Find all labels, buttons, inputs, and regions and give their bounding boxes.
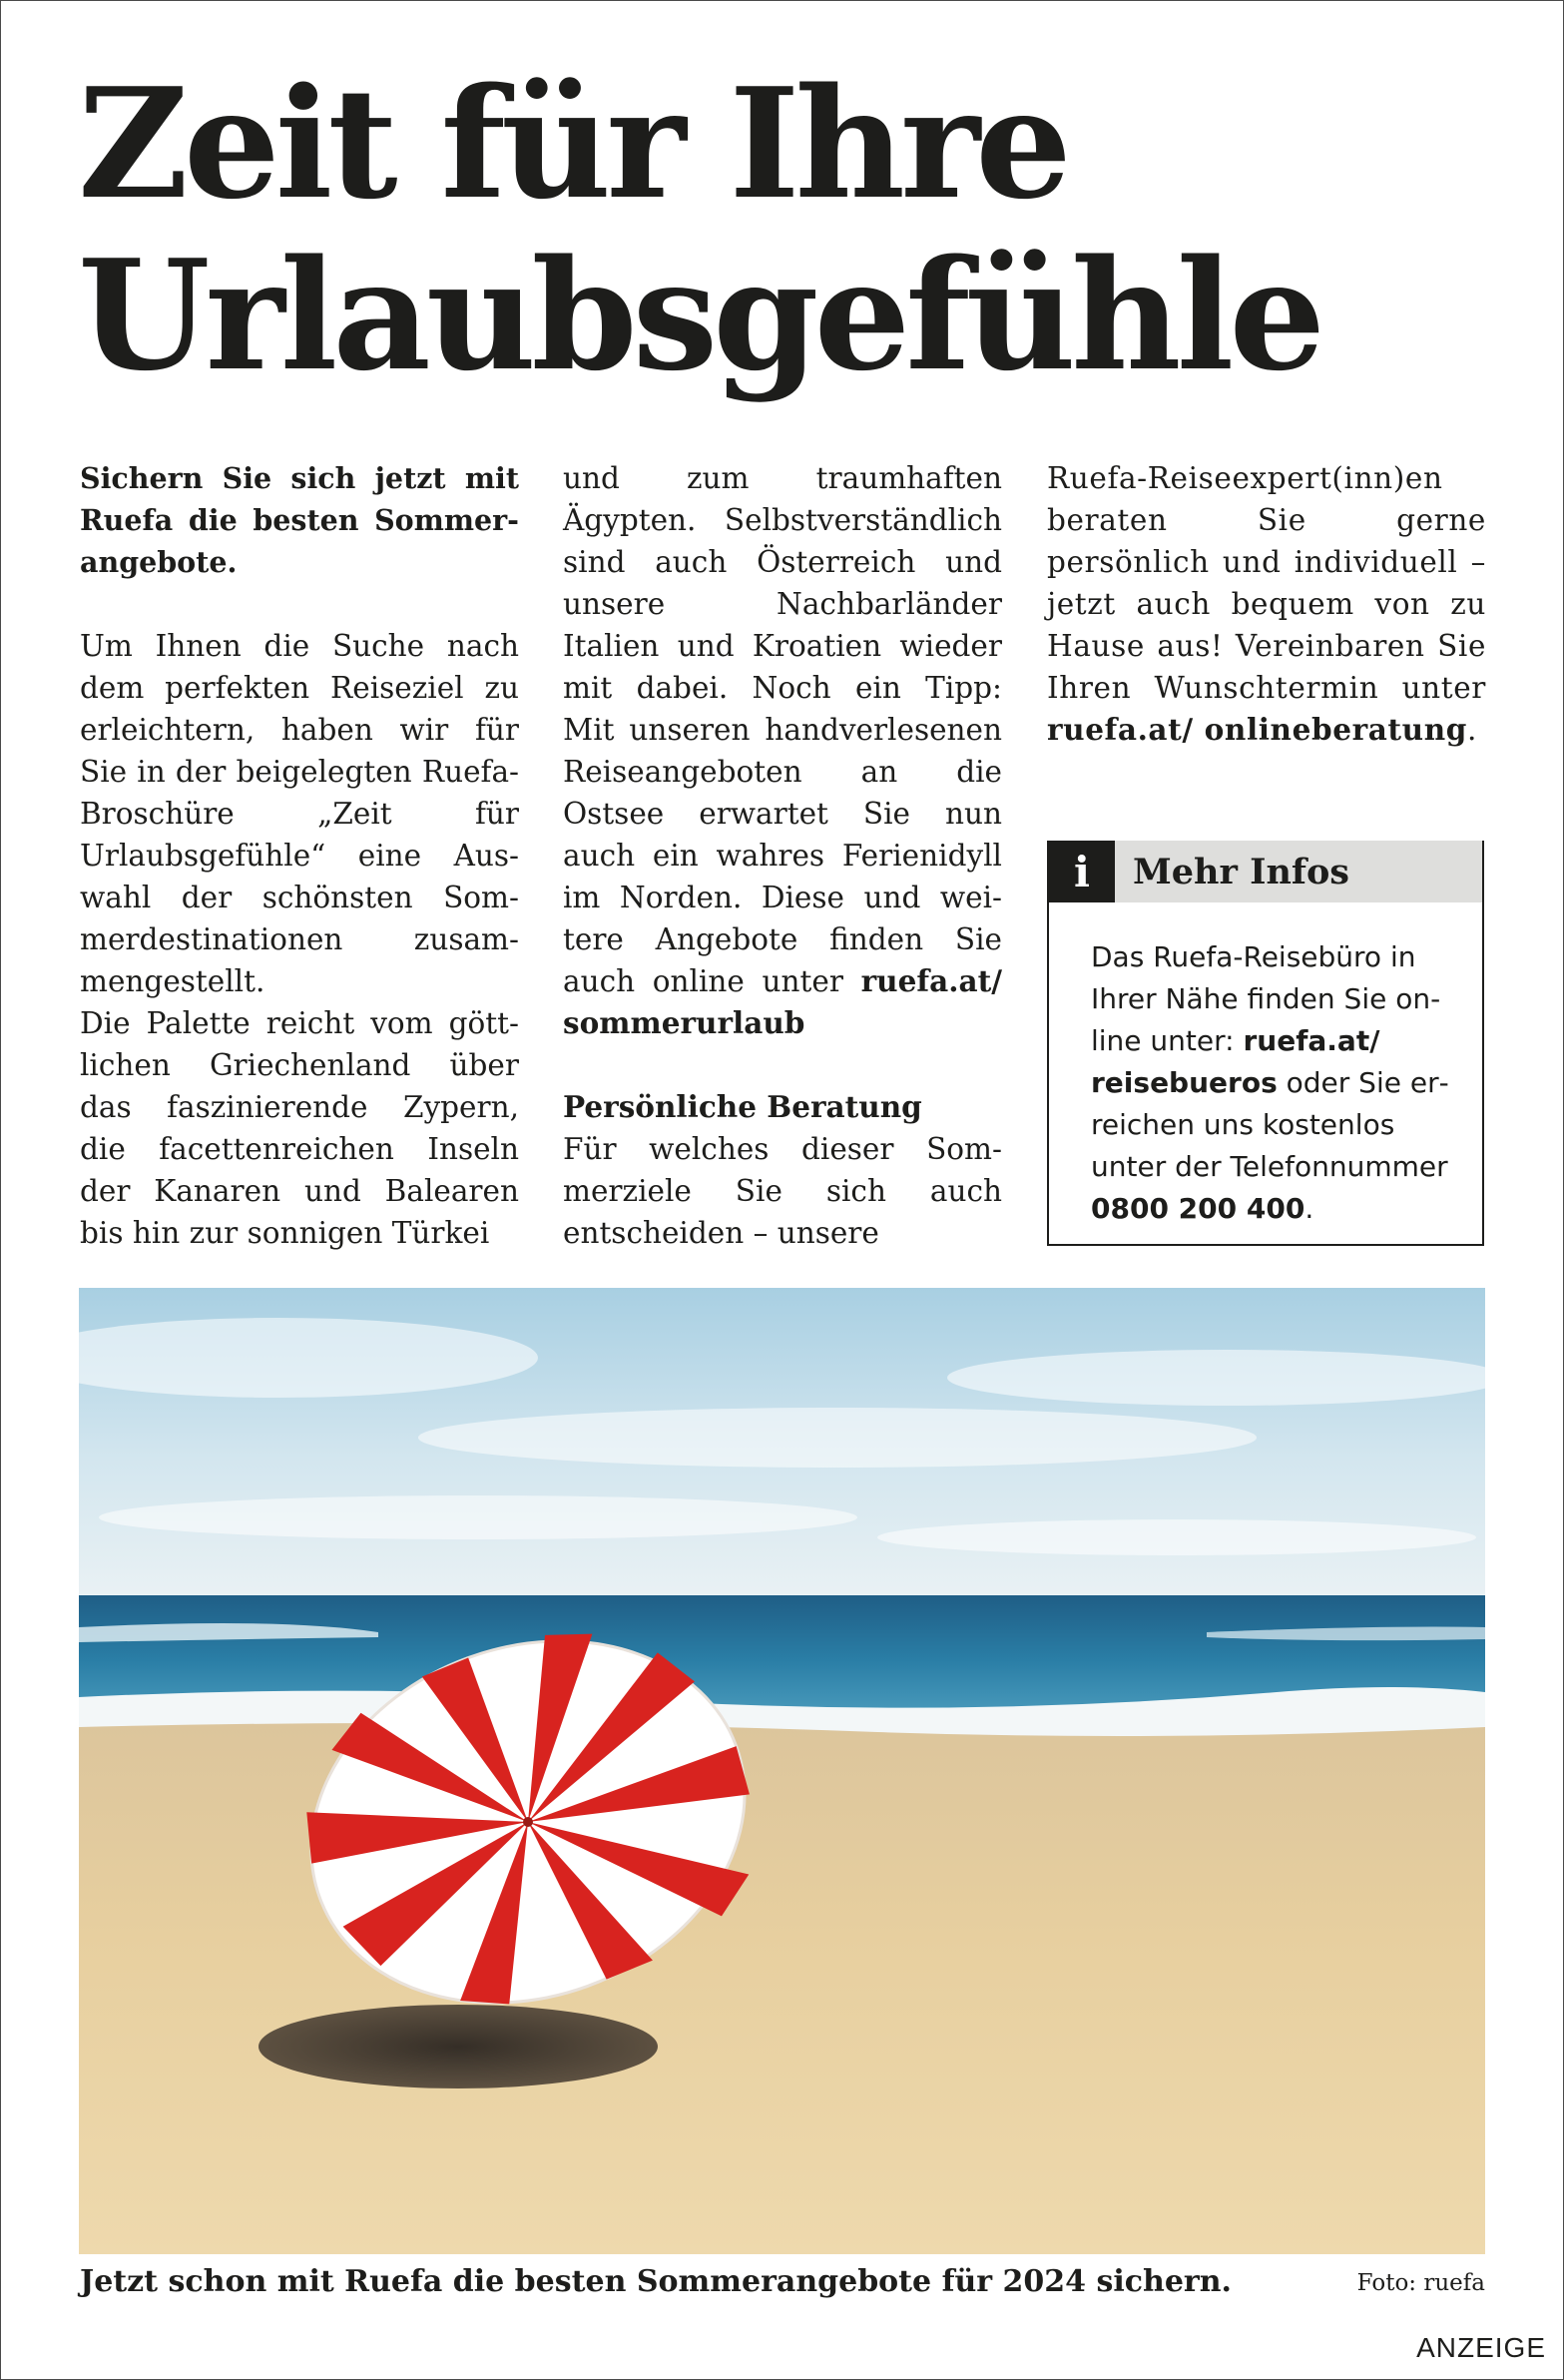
headline [78, 54, 1321, 404]
sentence-end: . [1466, 713, 1477, 747]
article-column-1 [80, 457, 519, 1254]
lead-paragraph: Sichern Sie sich jetzt mit Ruefa die besten Sommerangebote. [80, 461, 519, 579]
umbrella-shadow [259, 2005, 658, 2088]
body-paragraph: Um Ihnen die Suche nach dem perfekten Reiseziel zu erleichtern, haben wir für Sie in der beigelegten Ruefa-Broschüre „Zeit für Urlaubsgefühle“ eine Auswahl der schönsten Sommerdestinationen zusammengestellt. [80, 629, 519, 998]
article-column-3 [1047, 457, 1486, 751]
photo-caption: Jetzt schon mit Ruefa die besten Sommerangebote für 2024 sichern. [80, 2264, 1232, 2299]
sommerurlaub-link[interactable]: ruefa.at/ sommerurlaub [563, 963, 1002, 1040]
ad-label: ANZEIGE [1416, 2332, 1546, 2363]
subheading: Persönliche Beratung [563, 1089, 922, 1124]
sand [79, 1723, 1485, 2254]
info-box-header [1049, 841, 1482, 902]
onlineberatung-link[interactable]: ruefa.at/ onlineberatung [1047, 712, 1467, 747]
headline-line-2: Urlaubsgefühle [78, 226, 1321, 404]
beach-umbrella-illustration [79, 1288, 1485, 2254]
headline-line-1: Zeit für Ihre [78, 54, 1067, 233]
body-paragraph [1047, 457, 1486, 751]
body-paragraph: Für welches dieser Sommerziele Sie sich auch entscheiden – unsere [563, 1132, 1002, 1250]
info-icon: i [1049, 841, 1115, 902]
body-paragraph [563, 457, 1002, 1044]
info-box-title: Mehr Infos [1133, 851, 1350, 892]
article-column-2 [563, 457, 1002, 1254]
sentence-end: . [1304, 1192, 1314, 1225]
body-text: und zum traumhaften Ägypten. Selbstverständlich sind auch Österreich und unsere Nachbarländer Italien und Kroatien wieder mit dabei. Noch ein Tipp: Mit unseren handverlesenen Reiseangeboten an die Ostsee erwartet Sie nun auch ein wahres Ferienidyll im Norden. Diese und weitere Angebote finden Sie auch online unter [563, 461, 1002, 998]
beach-photo [79, 1288, 1485, 2254]
info-text-part: Das Ruefa-Reisebüro in Ihrer Nähe finden Sie online unter: [1091, 940, 1441, 1057]
info-box-text [1091, 936, 1470, 1230]
body-paragraph: Die Palette reicht vom göttlichen Griechenland über das faszinierende Zypern, die facettenreichen Inseln der Kanaren und Balearen bis hin zur sonnigen Türkei [80, 1006, 519, 1250]
phone-number[interactable]: 0800 200 400 [1091, 1192, 1305, 1225]
body-text: Ruefa-Reiseexpert(inn)en beraten Sie gerne persönlich und individuell – jetzt auch bequem von zu Hause aus! Vereinbaren Sie Ihren Wunschtermin unter [1047, 461, 1486, 705]
reisebueros-link[interactable]: ruefa.at/ reisebueros [1091, 1024, 1380, 1099]
info-text-part: oder Sie erreichen uns kostenlos unter der Telefonnummer [1091, 1066, 1449, 1183]
photo-credit: Foto: ruefa [1356, 2270, 1485, 2296]
info-box [1047, 841, 1484, 1246]
